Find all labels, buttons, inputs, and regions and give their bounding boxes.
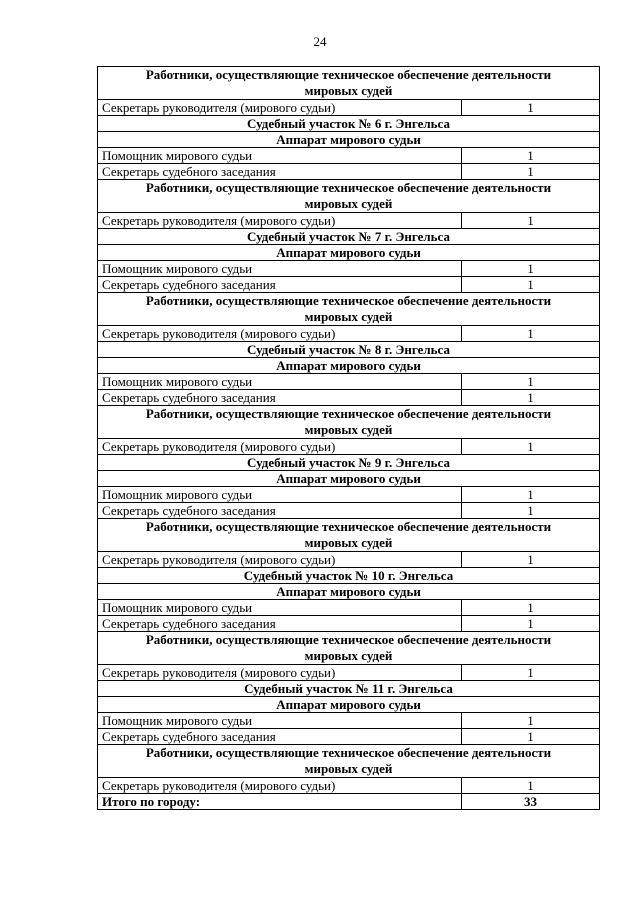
total-value: 33 xyxy=(462,794,600,810)
section-title: Аппарат мирового судьи xyxy=(98,132,600,148)
position-row xyxy=(98,374,600,390)
position-count: 1 xyxy=(462,326,600,342)
position-row xyxy=(98,729,600,745)
total-row xyxy=(98,794,600,810)
section-title-row xyxy=(98,245,600,261)
position-count: 1 xyxy=(462,100,600,116)
position-count: 1 xyxy=(462,439,600,455)
position-row xyxy=(98,164,600,180)
position-name: Секретарь руководителя (мирового судьи) xyxy=(98,326,462,342)
section-title-row xyxy=(98,584,600,600)
position-count: 1 xyxy=(462,148,600,164)
section-title: Судебный участок № 9 г. Энгельса xyxy=(98,455,600,471)
position-count: 1 xyxy=(462,277,600,293)
section-title: Судебный участок № 8 г. Энгельса xyxy=(98,342,600,358)
section-title-row xyxy=(98,116,600,132)
section-title: Аппарат мирового судьи xyxy=(98,471,600,487)
section-title: Аппарат мирового судьи xyxy=(98,358,600,374)
section-title: Судебный участок № 10 г. Энгельса xyxy=(98,568,600,584)
section-title-row xyxy=(98,358,600,374)
section-title: Судебный участок № 6 г. Энгельса xyxy=(98,116,600,132)
position-count: 1 xyxy=(462,487,600,503)
position-name: Секретарь руководителя (мирового судьи) xyxy=(98,552,462,568)
position-row xyxy=(98,100,600,116)
position-row xyxy=(98,148,600,164)
position-row xyxy=(98,213,600,229)
position-name: Секретарь судебного заседания xyxy=(98,616,462,632)
position-row xyxy=(98,665,600,681)
section-title-row xyxy=(98,697,600,713)
total-label: Итого по городу: xyxy=(98,794,462,810)
position-row xyxy=(98,713,600,729)
section-title-row xyxy=(98,229,600,245)
position-row xyxy=(98,261,600,277)
position-count: 1 xyxy=(462,713,600,729)
position-row xyxy=(98,326,600,342)
group-header-row xyxy=(98,745,600,778)
position-name: Секретарь судебного заседания xyxy=(98,503,462,519)
position-name: Помощник мирового судьи xyxy=(98,713,462,729)
section-title-row xyxy=(98,455,600,471)
position-count: 1 xyxy=(462,552,600,568)
group-header-row xyxy=(98,293,600,326)
section-title: Судебный участок № 7 г. Энгельса xyxy=(98,229,600,245)
section-title-row xyxy=(98,471,600,487)
group-header: Работники, осуществляющие техническое обеспечение деятельности мировых судей xyxy=(98,632,600,665)
position-row xyxy=(98,552,600,568)
position-count: 1 xyxy=(462,374,600,390)
position-name: Помощник мирового судьи xyxy=(98,600,462,616)
section-title: Судебный участок № 11 г. Энгельса xyxy=(98,681,600,697)
group-header: Работники, осуществляющие техническое обеспечение деятельности мировых судей xyxy=(98,180,600,213)
position-name: Помощник мирового судьи xyxy=(98,374,462,390)
position-count: 1 xyxy=(462,665,600,681)
position-name: Секретарь руководителя (мирового судьи) xyxy=(98,100,462,116)
position-row xyxy=(98,487,600,503)
position-name: Секретарь судебного заседания xyxy=(98,729,462,745)
group-header-row xyxy=(98,632,600,665)
group-header: Работники, осуществляющие техническое обеспечение деятельности мировых судей xyxy=(98,745,600,778)
position-count: 1 xyxy=(462,600,600,616)
position-count: 1 xyxy=(462,164,600,180)
section-title: Аппарат мирового судьи xyxy=(98,697,600,713)
section-title-row xyxy=(98,568,600,584)
position-row xyxy=(98,778,600,794)
group-header-row xyxy=(98,519,600,552)
position-name: Секретарь судебного заседания xyxy=(98,390,462,406)
position-row xyxy=(98,600,600,616)
section-title-row xyxy=(98,681,600,697)
position-name: Секретарь руководителя (мирового судьи) xyxy=(98,439,462,455)
position-name: Секретарь руководителя (мирового судьи) xyxy=(98,778,462,794)
staffing-table xyxy=(97,66,600,810)
position-count: 1 xyxy=(462,503,600,519)
staffing-table-body xyxy=(98,67,600,810)
section-title: Аппарат мирового судьи xyxy=(98,584,600,600)
position-count: 1 xyxy=(462,213,600,229)
position-name: Помощник мирового судьи xyxy=(98,148,462,164)
section-title-row xyxy=(98,342,600,358)
position-name: Секретарь судебного заседания xyxy=(98,277,462,293)
section-title-row xyxy=(98,132,600,148)
position-name: Секретарь руководителя (мирового судьи) xyxy=(98,213,462,229)
group-header-row xyxy=(98,180,600,213)
group-header: Работники, осуществляющие техническое обеспечение деятельности мировых судей xyxy=(98,406,600,439)
position-row xyxy=(98,503,600,519)
position-name: Помощник мирового судьи xyxy=(98,487,462,503)
group-header-row xyxy=(98,67,600,100)
group-header: Работники, осуществляющие техническое обеспечение деятельности мировых судей xyxy=(98,67,600,100)
position-count: 1 xyxy=(462,390,600,406)
position-count: 1 xyxy=(462,616,600,632)
position-name: Секретарь руководителя (мирового судьи) xyxy=(98,665,462,681)
position-row xyxy=(98,277,600,293)
group-header: Работники, осуществляющие техническое обеспечение деятельности мировых судей xyxy=(98,519,600,552)
position-name: Секретарь судебного заседания xyxy=(98,164,462,180)
position-count: 1 xyxy=(462,778,600,794)
position-row xyxy=(98,616,600,632)
position-name: Помощник мирового судьи xyxy=(98,261,462,277)
section-title: Аппарат мирового судьи xyxy=(98,245,600,261)
group-header: Работники, осуществляющие техническое обеспечение деятельности мировых судей xyxy=(98,293,600,326)
position-count: 1 xyxy=(462,729,600,745)
position-row xyxy=(98,439,600,455)
position-count: 1 xyxy=(462,261,600,277)
position-row xyxy=(98,390,600,406)
page-number: 24 xyxy=(313,34,327,49)
group-header-row xyxy=(98,406,600,439)
